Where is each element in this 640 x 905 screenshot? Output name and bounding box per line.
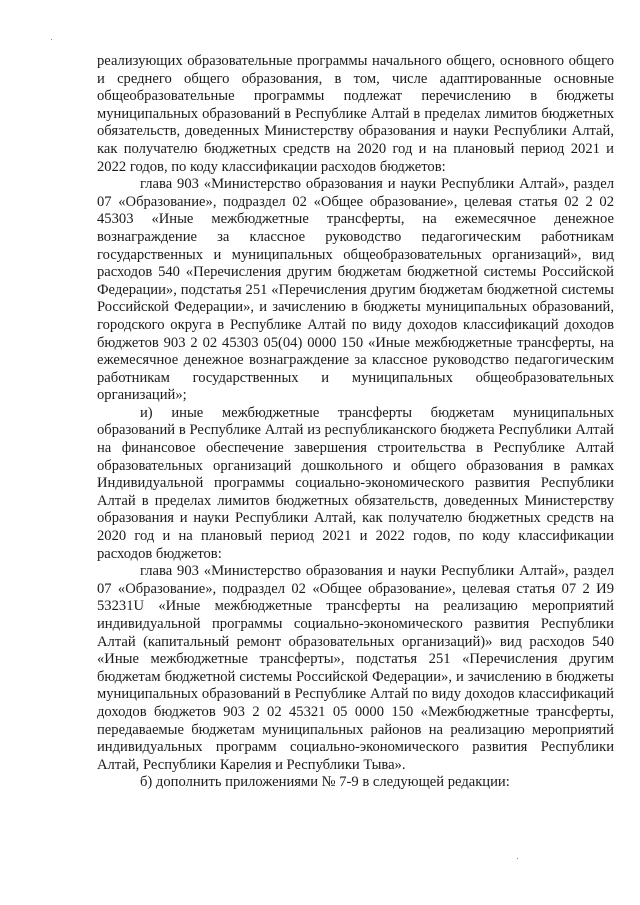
paragraph-continuation: реализующих образовательные программы начального общего, основного общего и среднего общего образования, в том, числе адаптированные основные общеобразовательные программы подлежат перечислению в бюджеты муниципальных образований в Республике Алтай в пределах лимитов бюджетных обязательств, доведенных Министерству образования и науки Республики Алтай, как получателю бюджетных средств на 2020 год и на плановый период 2021 и 2022 годов, по коду классификации расходов бюджетов: [97,53,614,175]
paragraph-budget-code-2: глава 903 «Министерство образования и науки Республики Алтай», раздел 07 «Образование», подраздел 02 «Общее образование», целевая статья 07 2 И9 53231U «Иные межбюджетные трансферты на реализацию мероприятий индивидуальной программы социально-экономического развития Республики Алтай (капитальный ремонт образовательных организаций)» вид расходов 540 «Иные межбюджетные трансферты», подстатья 251 «Перечисления другим бюджетам бюджетной системы Российской Федерации», и зачислению в бюджеты муниципальных образований в Республике Алтай по виду доходов классификаций доходов бюджетов 903 2 02 45321 05 0000 150 «Межбюджетные трансферты, передаваемые бюджетам муниципальных районов на реализацию мероприятий индивидуальных программ социально-экономического развития Республики Алтай, Республики Карелия и Республики Тыва». [97,563,614,773]
paragraph-item-b: б) дополнить приложениями № 7-9 в следующей редакции: [140,774,510,791]
scan-speck [517,858,518,859]
document-body [97,53,614,792]
paragraph-item-i: и) иные межбюджетные трансферты бюджетам муниципальных образований в Республике Алтай из республиканского бюджета Республики Алтай на финансовое обеспечение завершения строительства в Республике Алтай образовательных организаций дошкольного и общего образования в рамках Индивидуальной программы социально-экономического развития Республики Алтай в пределах лимитов бюджетных обязательств, доведенных Министерству образования и науки Республики Алтай, как получателю бюджетных средств на 2020 год и на плановый период 2021 и 2022 годов, по коду классификации расходов бюджетов: [97,404,614,562]
paragraph-budget-code-1: глава 903 «Министерство образования и науки Республики Алтай», раздел 07 «Образование», подраздел 02 «Общее образование», целевая статья 02 2 02 45303 «Иные межбюджетные трансферты, на ежемесячное денежное вознаграждение за классное руководство педагогическим работникам государственных и муниципальных общеобразовательных организаций», вид расходов 540 «Перечисления другим бюджетам бюджетной системы Российской Федерации», подстатья 251 «Перечисления другим бюджетам бюджетной системы Российской Федерации», и зачислению в бюджеты муниципальных образований, городского округа в Республике Алтай по виду доходов классификаций доходов бюджетов 903 2 02 45303 05(04) 0000 150 «Иные межбюджетные трансферты, на ежемесячное денежное вознаграждение за классное руководство педагогическим работникам государственных и муниципальных общеобразовательных организаций»; [97,176,614,404]
scan-speck [51,39,52,40]
